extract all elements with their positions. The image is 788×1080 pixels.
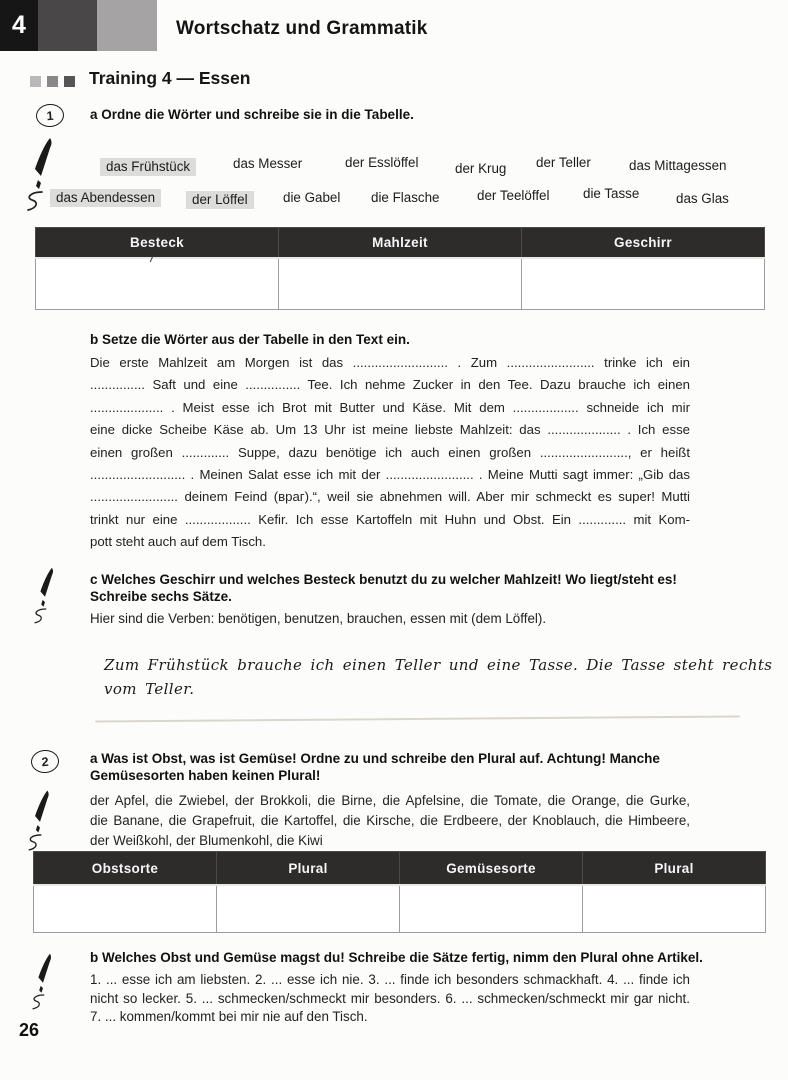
pen-icon xyxy=(32,566,58,626)
training-square-1 xyxy=(30,76,41,87)
word-item: das Abendessen xyxy=(50,189,161,207)
text-line: einen großen ............. Suppe, dazu benötige ich auch einen großen ........................, er heißt xyxy=(90,444,690,460)
table-header-plural-2: Plural xyxy=(583,852,766,886)
text-line: eine dicke Scheibe Käse ab. Um 13 Uhr ist meine liebste Mahlzeit: das .................... . Ich esse xyxy=(90,422,690,438)
pen-icon xyxy=(26,788,54,854)
verbs-hint: Hier sind die Verben: benötigen, benutzen, brauchen, essen mit (dem Löffel). xyxy=(90,611,547,626)
text-line: die Banane, die Grapefruit, die Kartoffel, die Kirsche, die Erdbeere, der Knoblauch, die Himbeere, xyxy=(90,813,690,828)
text-line: der Weißkohl, der Blumenkohl, die Kiwi xyxy=(90,833,323,848)
page-number: 26 xyxy=(19,1020,40,1040)
word-item: der Krug xyxy=(455,161,507,176)
table-cell-empty xyxy=(36,258,279,310)
word-item: das Frühstück xyxy=(100,158,196,176)
pen-icon xyxy=(30,952,56,1012)
faint-pencil-line xyxy=(95,715,740,722)
exercise-1b-instruction: b Setze die Wörter aus der Tabelle in den Text ein. xyxy=(90,332,410,347)
table-header-gemuesesorte: Gemüsesorte xyxy=(400,852,583,886)
handwritten-example-line1: Zum Frühstück brauche ich einen Teller und eine Tasse. Die Tasse steht rechts xyxy=(104,656,773,674)
handwritten-example-line2: vom Teller. xyxy=(104,680,195,698)
word-item: der Teller xyxy=(536,155,591,170)
text-line: .................... . Meist esse ich Brot mit Butter und Käse. Mit dem .................. schneide ich mir xyxy=(90,399,690,415)
exercise-1-number: 1 xyxy=(35,103,65,128)
table-cell-empty xyxy=(400,885,583,933)
table-header-geschirr: Geschirr xyxy=(522,228,765,259)
text-line: 7. ... kommen/kommt bei mir nie auf den Tisch. xyxy=(90,1009,368,1025)
exercise-1a-instruction: a Ordne die Wörter und schreibe sie in die Tabelle. xyxy=(90,107,414,122)
word-item: die Flasche xyxy=(371,190,440,205)
text-line: ........................ deinem Feind (враг).“, weil sie abnehmen will. Aber mir schmeckt es super! Mutti xyxy=(90,489,690,505)
table-header-obstsorte: Obstsorte xyxy=(34,852,217,886)
unit-number-badge: 4 xyxy=(0,0,38,51)
word-item: die Tasse xyxy=(583,186,640,201)
table-cell-empty xyxy=(522,258,765,310)
banner-square-light xyxy=(97,0,157,51)
text-line: ............... Saft und eine ............... Tee. Ich nehme Zucker in den Tee. Dazu brauche ich einen xyxy=(90,377,690,393)
sorting-table xyxy=(35,227,765,310)
text-line: der Apfel, die Zwiebel, der Brokkoli, die Birne, die Apfelsine, die Tomate, die Orange, die Gurke, xyxy=(90,793,690,808)
word-item: der Löffel xyxy=(186,191,254,209)
exercise-2b-instruction: b Welches Obst und Gemüse magst du! Schreibe die Sätze fertig, nimm den Plural ohne Artikel. xyxy=(90,950,703,965)
word-item: der Esslöffel xyxy=(345,155,419,170)
word-item: das Messer xyxy=(233,156,303,171)
exercise-2-number: 2 xyxy=(30,749,60,774)
training-square-3 xyxy=(64,76,75,87)
table-cell-empty xyxy=(279,258,522,310)
sentence-starters xyxy=(90,971,690,1027)
table-cell-empty xyxy=(583,885,766,933)
table-header-mahlzeit: Mahlzeit xyxy=(279,228,522,259)
text-line: pott steht auch auf dem Tisch. xyxy=(90,534,266,550)
text-line: 1. ... esse ich am liebsten. 2. ... esse ich nie. 3. ... finde ich besonders schmackhaft. 4. ... finde ich xyxy=(90,972,690,987)
section-title: Training 4 — Essen xyxy=(89,68,251,88)
exercise-1c-instruction-line2: Schreibe sechs Sätze. xyxy=(90,589,232,604)
table-header-besteck: Besteck xyxy=(36,228,279,259)
word-list-2a xyxy=(90,791,690,851)
exercise-2a-instruction-line2: Gemüsesorten haben keinen Plural! xyxy=(90,768,321,783)
training-square-2 xyxy=(47,76,58,87)
text-line: .......................... . Meinen Salat esse ich mit der ........................ . Meine Mutti sagt immer: „Gib das xyxy=(90,466,690,482)
exercise-1c-instruction-line1: c Welches Geschirr und welches Besteck benutzt du zu welcher Mahlzeit! Wo liegt/steht es! xyxy=(90,572,677,587)
page-title: Wortschatz und Grammatik xyxy=(176,18,428,39)
exercise-2a-instruction-line1: a Was ist Obst, was ist Gemüse! Ordne zu und schreibe den Plural auf. Achtung! Manche xyxy=(90,751,660,766)
table-header-plural-1: Plural xyxy=(217,852,400,886)
fill-in-text xyxy=(90,352,690,554)
word-item: die Gabel xyxy=(283,190,341,205)
text-line: trinkt nur eine .................. Kefir. Ich esse Kartoffeln mit Huhn und Obst. Ein ............. mit Kom- xyxy=(90,511,690,527)
fruit-vegetable-table xyxy=(33,851,766,933)
word-item: das Mittagessen xyxy=(629,158,727,173)
word-item: der Teelöffel xyxy=(477,188,550,203)
word-item: das Glas xyxy=(676,191,729,206)
banner-square-dark xyxy=(38,0,97,51)
table-cell-empty xyxy=(34,885,217,933)
text-line: Die erste Mahlzeit am Morgen ist das .......................... . Zum ........................ trinke ich ein xyxy=(90,355,690,370)
table-cell-empty xyxy=(217,885,400,933)
text-line: nicht so lecker. 5. ... schmecken/schmeckt mir besonders. 6. ... schmecken/schmeckt mir gar nicht. xyxy=(90,990,690,1006)
